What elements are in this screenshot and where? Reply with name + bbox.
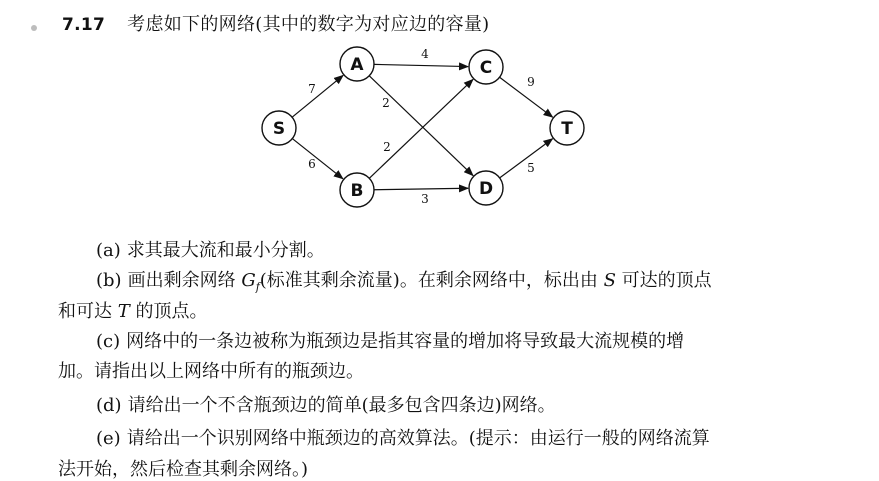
question-b-post: 可达的顶点 <box>621 270 712 291</box>
edge-s-a <box>292 75 343 117</box>
question-a-label: (a) <box>96 240 121 261</box>
question-d-label: (d) <box>96 395 122 416</box>
question-b-line1 <box>96 266 712 294</box>
node-label-s: S <box>272 119 286 139</box>
question-b-pre: 画出剩余网络 <box>127 270 236 291</box>
capacity-label-s-b: 6 <box>308 157 316 171</box>
node-label-c: C <box>479 58 493 78</box>
edge-b-d <box>374 188 468 189</box>
question-a-text: 求其最大流和最小分割。 <box>126 240 325 261</box>
question-b-line2: 和可达 T 的顶点。 <box>58 301 208 322</box>
edge-d-t <box>500 139 553 178</box>
question-c-line2: 加。请指出以上网络中所有的瓶颈边。 <box>58 361 364 382</box>
question-b-label: (b) <box>96 270 122 291</box>
edge-a-c <box>374 64 468 66</box>
question-d: (d) 请给出一个不含瓶颈边的简单(最多包含四条边)网络。 <box>96 395 556 416</box>
capacity-label-b-c: 2 <box>383 140 391 154</box>
var-g: $G_f$ <box>241 270 260 294</box>
capacity-label-c-t: 9 <box>527 75 535 89</box>
capacity-label-a-d: 2 <box>382 96 390 110</box>
edge-a-d <box>369 76 473 176</box>
edge-s-b <box>292 139 343 179</box>
edge-c-t <box>500 77 553 117</box>
edge-b-c <box>369 79 473 178</box>
question-e-line2: 法开始，然后检查其剩余网络。) <box>58 459 309 480</box>
problem-number: 7.17 <box>62 15 106 35</box>
node-label-b: B <box>350 181 364 201</box>
capacity-label-s-a: 7 <box>308 82 316 96</box>
var-s: S <box>603 270 616 291</box>
node-label-d: D <box>478 179 494 199</box>
capacity-label-a-c: 4 <box>421 47 429 61</box>
question-e-line1: (e) 请给出一个识别网络中瓶颈边的高效算法。(提示：由运行一般的网络流算 <box>96 428 710 449</box>
node-label-t: T <box>561 119 573 139</box>
capacity-label-d-t: 5 <box>527 161 535 175</box>
problem-title: 考虑如下的网络(其中的数字为对应边的容量) <box>127 14 490 35</box>
capacity-label-b-d: 3 <box>421 192 429 206</box>
question-c-line1: (c) 网络中的一条边被称为瓶颈边是指其容量的增加将导致最大流规模的增 <box>96 331 685 352</box>
question-a <box>96 236 325 262</box>
var-t: T <box>117 301 130 322</box>
node-label-a: A <box>350 55 364 75</box>
question-e-label: (e) <box>96 428 121 449</box>
question-b-mid: (标准其剩余流量)。在剩余网络中，标出由 <box>259 270 598 291</box>
question-c-label: (c) <box>96 331 121 352</box>
